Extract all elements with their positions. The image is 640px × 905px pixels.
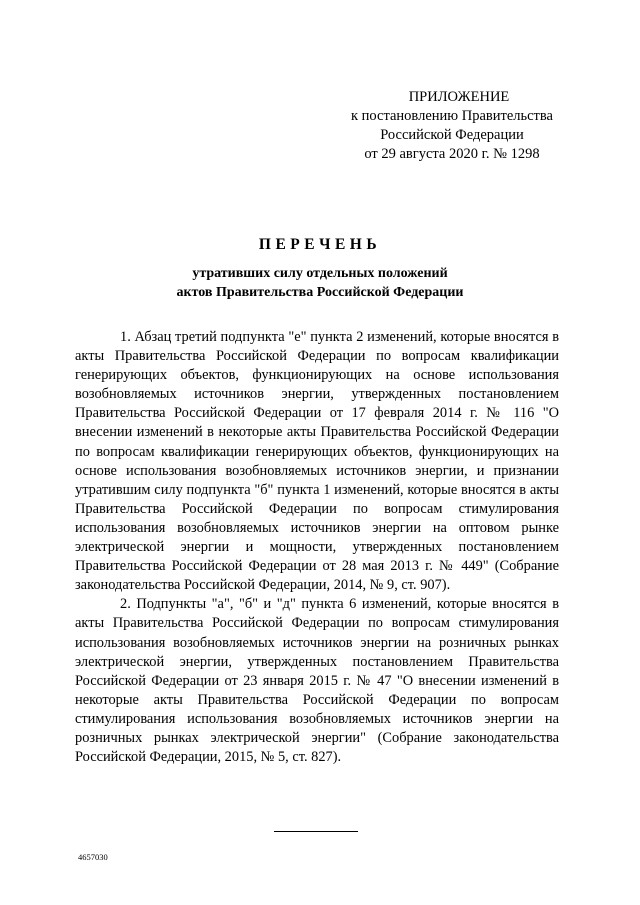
document-body — [75, 328, 559, 767]
paragraph-1: 1. Абзац третий подпункта "е" пункта 2 изменений, которые вносятся в акты Правительства Российской Федерации по вопросам квалификации генерирующих объектов, функционирующих на основе использования возобновляемых источников энергии, утвержденных постановлением Правительства Российской Федерации от 17 февраля 2014 г. № 116 "О внесении изменений в некоторые акты Правительства Российской Федерации по вопросам квалификации генерирующих объектов, функционирующих на основе использования возобновляемых источников энергии, и признании утратившим силу подпункта "б" пункта 1 изменений, которые вносятся в акты Правительства Российской Федерации по вопросам стимулирования использования возобновляемых источников энергии на оптовом рынке электрической энергии и мощности, утвержденных постановлением Правительства Российской Федерации от 28 мая 2013 г. № 449" (Собрание законодательства Российской Федерации, 2014, № 9, ст. 907). — [75, 329, 559, 594]
appendix-line-resolution: к постановлению Правительства — [351, 108, 553, 124]
document-title: ПЕРЕЧЕНЬ — [258, 236, 382, 253]
appendix-title: ПРИЛОЖЕНИЕ — [408, 89, 510, 105]
end-divider — [274, 831, 358, 832]
paragraph-2: 2. Подпункты "а", "б" и "д" пункта 6 изменений, которые вносятся в акты Правительства Российской Федерации по вопросам стимулирования использования возобновляемых источников энергии на розничных рынках электрической энергии, утвержденных постановлением Правительства Российской Федерации от 23 января 2015 г. № 47 "О внесении изменений в некоторые акты Правительства Российской Федерации по вопросам стимулирования использования возобновляемых источников энергии на розничных рынках электрической энергии" (Собрание законодательства Российской Федерации, 2015, № 5, ст. 827). — [75, 596, 559, 766]
document-subtitle — [0, 264, 640, 302]
subtitle-line: актов Правительства Российской Федерации — [176, 285, 464, 300]
document-code: 4657030 — [78, 852, 108, 862]
appendix-line-government: Российской Федерации — [380, 127, 524, 143]
subtitle-line: утративших силу отдельных положений — [192, 266, 448, 281]
appendix-header — [332, 88, 572, 164]
appendix-line-date-number: от 29 августа 2020 г. № 1298 — [364, 146, 540, 162]
